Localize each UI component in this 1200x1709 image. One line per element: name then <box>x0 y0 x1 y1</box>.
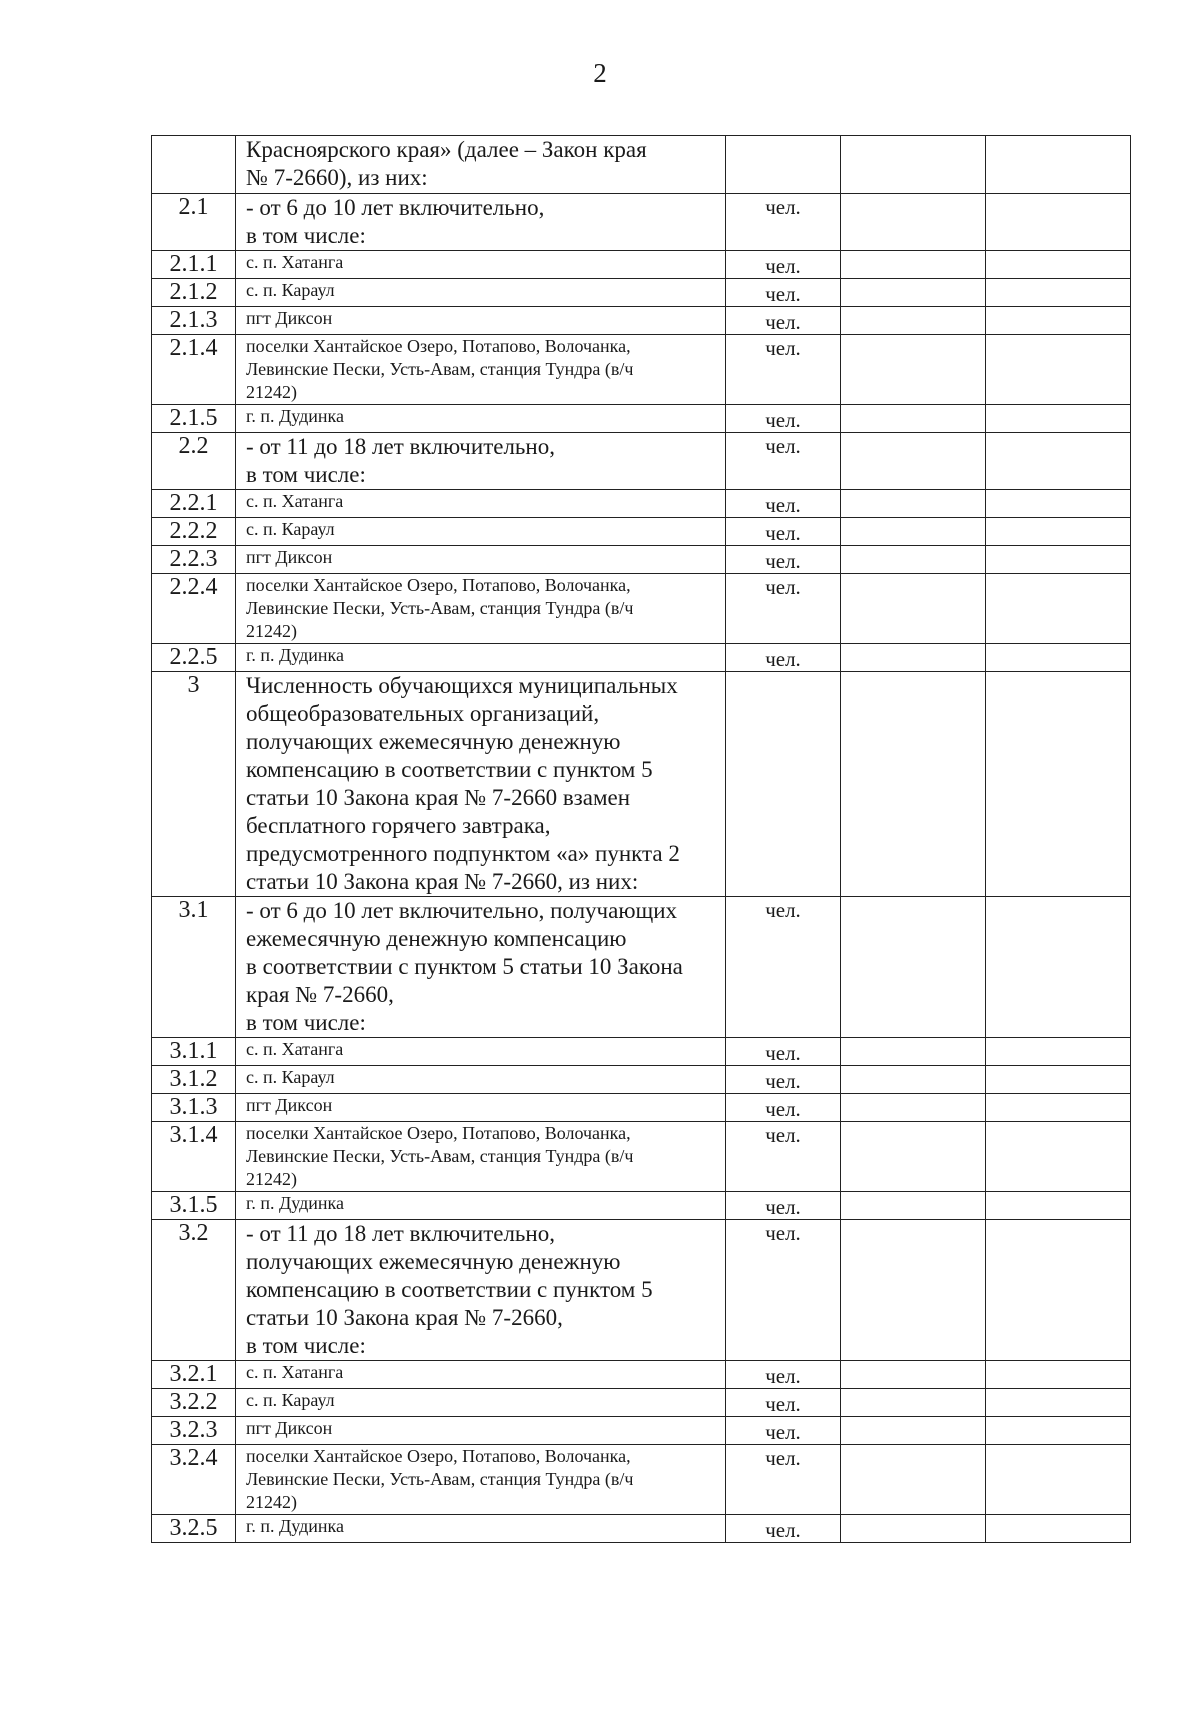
row-number: 2.2.3 <box>152 546 236 574</box>
value-cell-1[interactable] <box>841 136 986 194</box>
row-unit: чел. <box>726 335 841 405</box>
row-number: 2.1.3 <box>152 307 236 335</box>
description-line: Левинские Пески, Усть-Авам, станция Тундра (в/ч <box>246 1469 634 1489</box>
table-row <box>152 136 1131 194</box>
description-line: компенсацию в соответствии с пунктом 5 <box>246 1277 653 1302</box>
row-description <box>236 194 726 251</box>
description-line: получающих ежемесячную денежную <box>246 729 621 754</box>
row-number: 3.2.1 <box>152 1361 236 1389</box>
value-cell-1[interactable] <box>841 1220 986 1361</box>
value-cell-1[interactable] <box>841 1515 986 1543</box>
description-line: с. п. Хатанга <box>246 491 344 511</box>
value-cell-2[interactable] <box>986 251 1131 279</box>
description-line: с. п. Караул <box>246 519 335 539</box>
table-row <box>152 1361 1131 1389</box>
value-cell-2[interactable] <box>986 1361 1131 1389</box>
value-cell-1[interactable] <box>841 644 986 672</box>
value-cell-1[interactable] <box>841 405 986 433</box>
row-description <box>236 672 726 897</box>
description-line: в том числе: <box>246 1010 366 1035</box>
value-cell-2[interactable] <box>986 405 1131 433</box>
table-row <box>152 251 1131 279</box>
table-row <box>152 574 1131 644</box>
table-row <box>152 194 1131 251</box>
table-row <box>152 1122 1131 1192</box>
value-cell-2[interactable] <box>986 279 1131 307</box>
row-unit: чел. <box>726 1066 841 1094</box>
table-row <box>152 672 1131 897</box>
row-number: 3.1.2 <box>152 1066 236 1094</box>
description-line: - от 11 до 18 лет включительно, <box>246 1221 555 1246</box>
table-row <box>152 1094 1131 1122</box>
value-cell-2[interactable] <box>986 1122 1131 1192</box>
row-description <box>236 574 726 644</box>
value-cell-2[interactable] <box>986 136 1131 194</box>
row-number: 2.2.2 <box>152 518 236 546</box>
row-number: 2.1 <box>152 194 236 251</box>
row-description <box>236 490 726 518</box>
value-cell-2[interactable] <box>986 546 1131 574</box>
row-number: 2.1.2 <box>152 279 236 307</box>
row-number: 3.1 <box>152 897 236 1038</box>
row-number: 2.1.1 <box>152 251 236 279</box>
row-description <box>236 433 726 490</box>
row-description <box>236 1038 726 1066</box>
value-cell-1[interactable] <box>841 1066 986 1094</box>
table-row <box>152 1192 1131 1220</box>
value-cell-2[interactable] <box>986 1389 1131 1417</box>
row-number: 2.2.4 <box>152 574 236 644</box>
row-unit: чел. <box>726 574 841 644</box>
row-unit <box>726 136 841 194</box>
description-line: Левинские Пески, Усть-Авам, станция Тундра (в/ч <box>246 359 634 379</box>
row-unit: чел. <box>726 1417 841 1445</box>
row-description <box>236 1445 726 1515</box>
row-number: 2.2.5 <box>152 644 236 672</box>
description-line: бесплатного горячего завтрака, <box>246 813 551 838</box>
row-unit: чел. <box>726 897 841 1038</box>
row-description <box>236 1515 726 1543</box>
description-line: № 7-2660), из них: <box>246 165 428 190</box>
description-line: предусмотренного подпунктом «а» пункта 2 <box>246 841 680 866</box>
row-number: 2.1.4 <box>152 335 236 405</box>
table-row <box>152 644 1131 672</box>
description-line: Левинские Пески, Усть-Авам, станция Тундра (в/ч <box>246 598 634 618</box>
value-cell-1[interactable] <box>841 897 986 1038</box>
value-cell-2[interactable] <box>986 1417 1131 1445</box>
row-description <box>236 1094 726 1122</box>
row-unit: чел. <box>726 1515 841 1543</box>
value-cell-1[interactable] <box>841 251 986 279</box>
value-cell-2[interactable] <box>986 490 1131 518</box>
description-line: 21242) <box>246 1492 297 1512</box>
description-line: 21242) <box>246 1169 297 1189</box>
table-row <box>152 1220 1131 1361</box>
value-cell-1[interactable] <box>841 194 986 251</box>
description-line: статьи 10 Закона края № 7-2660 взамен <box>246 785 631 810</box>
description-line: поселки Хантайское Озеро, Потапово, Волочанка, <box>246 1123 631 1143</box>
row-number: 2.1.5 <box>152 405 236 433</box>
value-cell-2[interactable] <box>986 644 1131 672</box>
row-unit: чел. <box>726 490 841 518</box>
description-line: с. п. Караул <box>246 1390 335 1410</box>
row-unit: чел. <box>726 1122 841 1192</box>
row-unit: чел. <box>726 194 841 251</box>
row-number: 3.1.1 <box>152 1038 236 1066</box>
row-description <box>236 251 726 279</box>
description-line: с. п. Хатанга <box>246 252 344 272</box>
row-unit: чел. <box>726 1094 841 1122</box>
row-description <box>236 1389 726 1417</box>
description-line: статьи 10 Закона края № 7-2660, <box>246 1305 563 1330</box>
value-cell-1[interactable] <box>841 1389 986 1417</box>
table-row <box>152 433 1131 490</box>
indicators-table <box>151 135 1131 1543</box>
description-line: края № 7-2660, <box>246 982 394 1007</box>
description-line: с. п. Хатанга <box>246 1039 344 1059</box>
row-description <box>236 279 726 307</box>
value-cell-1[interactable] <box>841 518 986 546</box>
table-row <box>152 335 1131 405</box>
description-line: поселки Хантайское Озеро, Потапово, Волочанка, <box>246 575 631 595</box>
value-cell-1[interactable] <box>841 574 986 644</box>
description-line: 21242) <box>246 382 297 402</box>
value-cell-2[interactable] <box>986 1066 1131 1094</box>
value-cell-2[interactable] <box>986 307 1131 335</box>
row-number: 3.2.4 <box>152 1445 236 1515</box>
table-row <box>152 405 1131 433</box>
row-description <box>236 1361 726 1389</box>
value-cell-2[interactable] <box>986 1192 1131 1220</box>
description-line: Красноярского края» (далее – Закон края <box>246 137 647 162</box>
description-line: в том числе: <box>246 223 366 248</box>
row-unit: чел. <box>726 307 841 335</box>
table-row <box>152 546 1131 574</box>
value-cell-2[interactable] <box>986 897 1131 1038</box>
row-number: 3.2 <box>152 1220 236 1361</box>
description-line: получающих ежемесячную денежную <box>246 1249 621 1274</box>
value-cell-1[interactable] <box>841 1038 986 1066</box>
row-number: 3.2.5 <box>152 1515 236 1543</box>
row-unit: чел. <box>726 1038 841 1066</box>
row-unit: чел. <box>726 1389 841 1417</box>
table-row <box>152 1445 1131 1515</box>
row-number: 3 <box>152 672 236 897</box>
description-line: с. п. Караул <box>246 280 335 300</box>
description-line: 21242) <box>246 621 297 641</box>
value-cell-2[interactable] <box>986 194 1131 251</box>
row-description <box>236 307 726 335</box>
table-row <box>152 307 1131 335</box>
row-description <box>236 546 726 574</box>
description-line: - от 6 до 10 лет включительно, <box>246 195 545 220</box>
row-unit: чел. <box>726 251 841 279</box>
description-line: - от 6 до 10 лет включительно, получающих <box>246 898 678 923</box>
row-unit: чел. <box>726 546 841 574</box>
description-line: г. п. Дудинка <box>246 406 345 426</box>
value-cell-2[interactable] <box>986 1220 1131 1361</box>
value-cell-1[interactable] <box>841 1445 986 1515</box>
description-line: Численность обучающихся муниципальных <box>246 673 678 698</box>
row-unit: чел. <box>726 1220 841 1361</box>
row-number: 2.2.1 <box>152 490 236 518</box>
row-unit: чел. <box>726 1192 841 1220</box>
description-line: с. п. Караул <box>246 1067 335 1087</box>
table-row <box>152 1066 1131 1094</box>
row-description <box>236 1220 726 1361</box>
row-description <box>236 1192 726 1220</box>
table-row <box>152 1038 1131 1066</box>
row-description <box>236 136 726 194</box>
value-cell-2[interactable] <box>986 1038 1131 1066</box>
description-line: пгт Диксон <box>246 1418 333 1438</box>
row-description <box>236 1417 726 1445</box>
description-line: ежемесячную денежную компенсацию <box>246 926 627 951</box>
row-number <box>152 136 236 194</box>
row-description <box>236 1122 726 1192</box>
value-cell-2[interactable] <box>986 518 1131 546</box>
value-cell-1[interactable] <box>841 1122 986 1192</box>
value-cell-2[interactable] <box>986 1515 1131 1543</box>
description-line: в соответствии с пунктом 5 статьи 10 Закона <box>246 954 683 979</box>
row-unit: чел. <box>726 433 841 490</box>
description-line: статьи 10 Закона края № 7-2660, из них: <box>246 869 639 894</box>
row-unit: чел. <box>726 279 841 307</box>
description-line: поселки Хантайское Озеро, Потапово, Волочанка, <box>246 1446 631 1466</box>
row-description <box>236 1066 726 1094</box>
table-row <box>152 897 1131 1038</box>
row-number: 3.1.4 <box>152 1122 236 1192</box>
description-line: пгт Диксон <box>246 1095 333 1115</box>
row-number: 3.2.2 <box>152 1389 236 1417</box>
description-line: поселки Хантайское Озеро, Потапово, Волочанка, <box>246 336 631 356</box>
value-cell-1[interactable] <box>841 1094 986 1122</box>
value-cell-2[interactable] <box>986 574 1131 644</box>
row-number: 3.1.5 <box>152 1192 236 1220</box>
table-row <box>152 1417 1131 1445</box>
description-line: - от 11 до 18 лет включительно, <box>246 434 555 459</box>
value-cell-2[interactable] <box>986 433 1131 490</box>
row-unit: чел. <box>726 1361 841 1389</box>
table-row <box>152 279 1131 307</box>
description-line: Левинские Пески, Усть-Авам, станция Тундра (в/ч <box>246 1146 634 1166</box>
value-cell-1[interactable] <box>841 433 986 490</box>
row-unit: чел. <box>726 1445 841 1515</box>
value-cell-1[interactable] <box>841 1361 986 1389</box>
row-number: 3.1.3 <box>152 1094 236 1122</box>
row-description <box>236 644 726 672</box>
row-description <box>236 897 726 1038</box>
table-row <box>152 490 1131 518</box>
row-number: 3.2.3 <box>152 1417 236 1445</box>
value-cell-1[interactable] <box>841 672 986 897</box>
row-unit: чел. <box>726 518 841 546</box>
description-line: компенсацию в соответствии с пунктом 5 <box>246 757 653 782</box>
value-cell-1[interactable] <box>841 490 986 518</box>
description-line: в том числе: <box>246 462 366 487</box>
value-cell-1[interactable] <box>841 1417 986 1445</box>
description-line: пгт Диксон <box>246 547 333 567</box>
value-cell-1[interactable] <box>841 335 986 405</box>
value-cell-1[interactable] <box>841 307 986 335</box>
row-description <box>236 335 726 405</box>
row-unit: чел. <box>726 644 841 672</box>
description-line: г. п. Дудинка <box>246 645 345 665</box>
description-line: с. п. Хатанга <box>246 1362 344 1382</box>
row-unit: чел. <box>726 405 841 433</box>
table-row <box>152 1389 1131 1417</box>
row-description <box>236 405 726 433</box>
description-line: г. п. Дудинка <box>246 1516 345 1536</box>
description-line: пгт Диксон <box>246 308 333 328</box>
value-cell-1[interactable] <box>841 546 986 574</box>
table-row <box>152 518 1131 546</box>
page-number: 2 <box>593 58 607 88</box>
value-cell-2[interactable] <box>986 335 1131 405</box>
row-number: 2.2 <box>152 433 236 490</box>
description-line: в том числе: <box>246 1333 366 1358</box>
value-cell-2[interactable] <box>986 672 1131 897</box>
description-line: общеобразовательных организаций, <box>246 701 600 726</box>
table-body <box>152 136 1131 1543</box>
value-cell-2[interactable] <box>986 1094 1131 1122</box>
table-row <box>152 1515 1131 1543</box>
value-cell-1[interactable] <box>841 1192 986 1220</box>
row-unit <box>726 672 841 897</box>
description-line: г. п. Дудинка <box>246 1193 345 1213</box>
value-cell-2[interactable] <box>986 1445 1131 1515</box>
value-cell-1[interactable] <box>841 279 986 307</box>
row-description <box>236 518 726 546</box>
